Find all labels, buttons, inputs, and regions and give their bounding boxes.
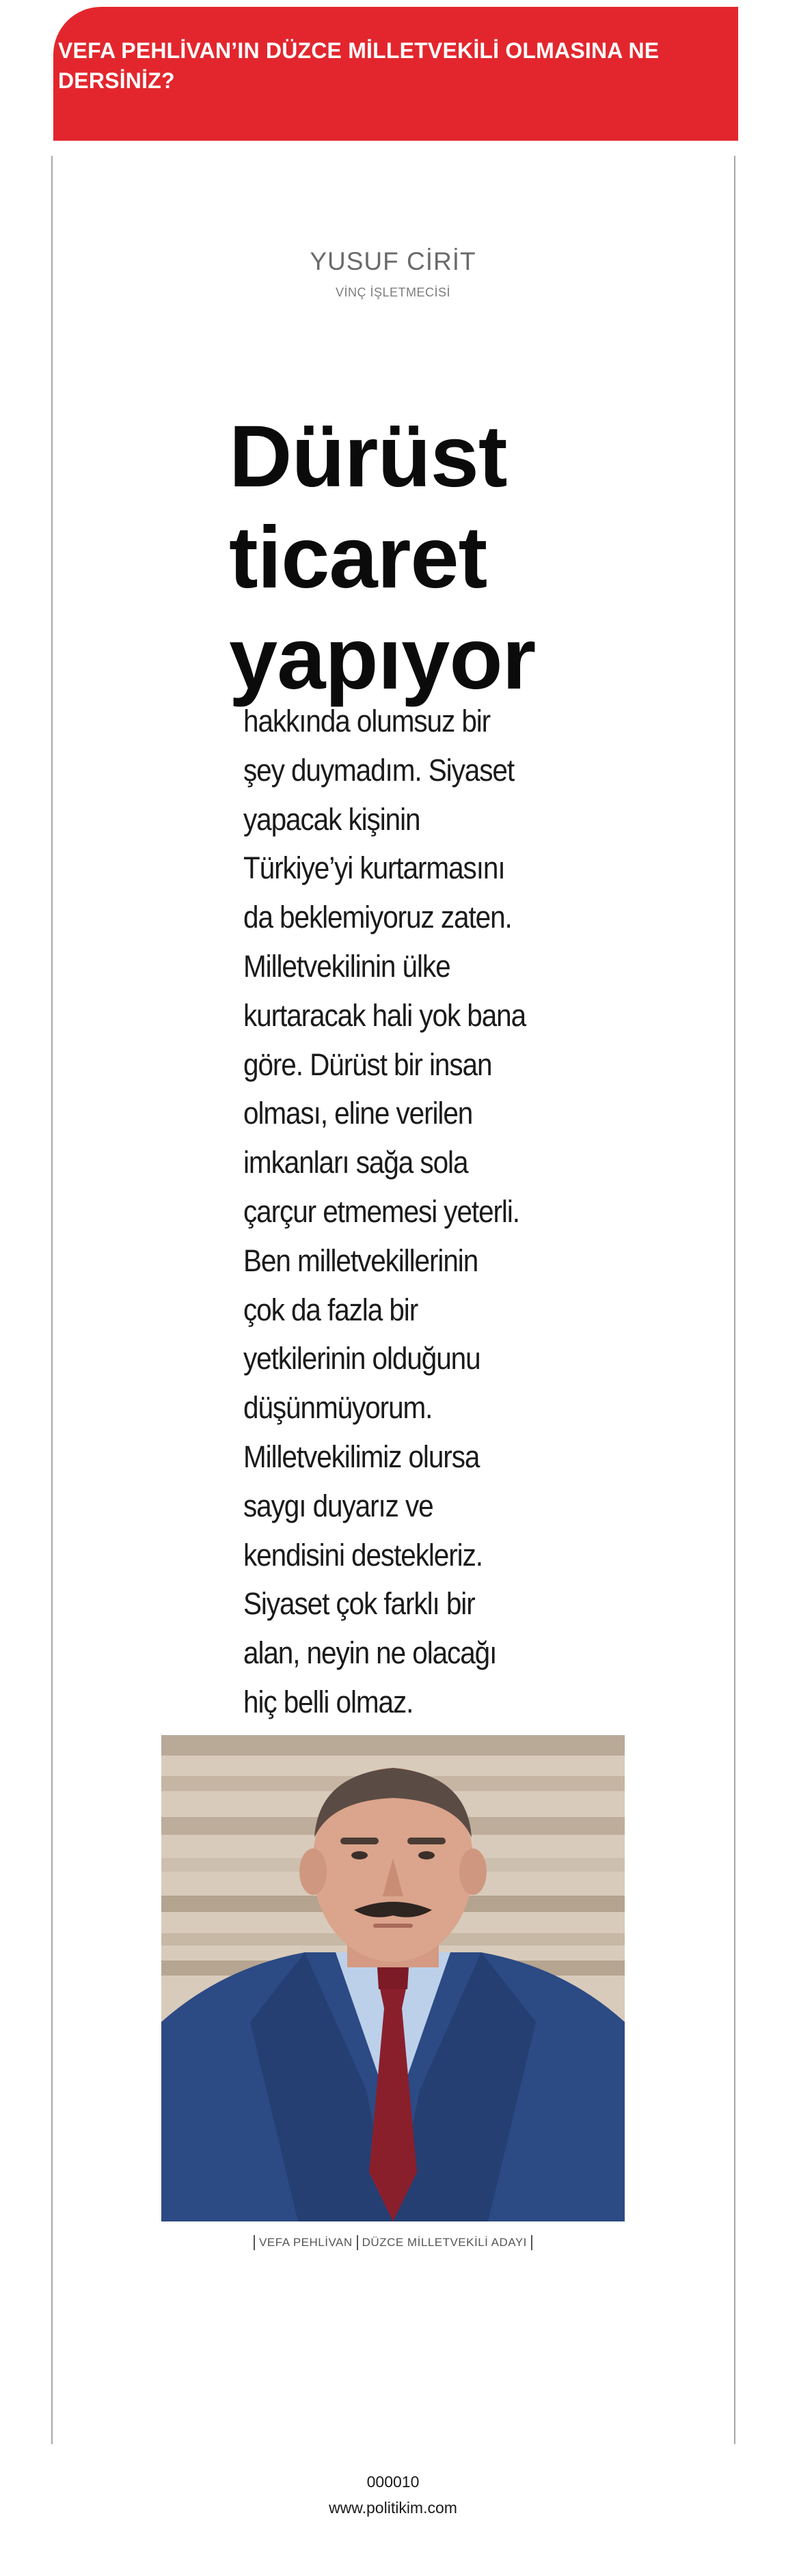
body-line: hiç belli olmaz.: [243, 1684, 414, 1719]
body-line: da beklemiyoruz zaten.: [243, 900, 512, 935]
body-line: hakkında olumsuz bir: [243, 704, 491, 738]
body-line: Milletvekilimiz olursa: [243, 1439, 480, 1474]
photo-caption: [0, 2235, 786, 2250]
headline-line: ticaret: [229, 509, 487, 607]
headline-line: yapıyor: [229, 610, 536, 708]
headline-line: Dürüst: [229, 408, 507, 505]
page-number: 000010: [366, 2473, 420, 2491]
body-line: alan, neyin ne olacağı: [243, 1635, 497, 1671]
caption-title: DÜZCE MİLLETVEKİLİ ADAYI: [362, 2236, 527, 2249]
body-line: yapacak kişinin: [243, 801, 420, 837]
body-line: çok da fazla bir: [243, 1292, 418, 1327]
body-line: yetkilerinin olduğunu: [243, 1341, 480, 1376]
interviewee-name: YUSUF CİRİT: [310, 247, 476, 275]
body-line: Siyaset çok farklı bir: [243, 1586, 475, 1622]
portrait-photo: [161, 1735, 625, 2221]
article-body: [243, 697, 539, 1727]
banner-question: VEFA PEHLİVAN’IN DÜZCE MİLLETVEKİLİ OLMASINA NE DERSİNİZ?: [58, 38, 660, 93]
body-line: saygı duyarız ve: [243, 1488, 433, 1523]
interviewee-role: VİNÇ İŞLETMECİSİ: [335, 286, 451, 299]
caption-divider: [254, 2235, 255, 2250]
caption-divider: [531, 2235, 532, 2250]
body-line: olması, eline verilen: [243, 1096, 473, 1131]
body-line: düşünmüyorum.: [243, 1390, 433, 1426]
caption-name: VEFA PEHLİVAN: [259, 2236, 353, 2249]
body-line: Ben milletvekillerinin: [243, 1243, 478, 1278]
frame-left-rule: [51, 156, 53, 2444]
body-line: kurtaracak hali yok bana: [243, 997, 526, 1033]
body-line: göre. Dürüst bir insan: [243, 1047, 492, 1082]
website-url: www.politikim.com: [329, 2499, 457, 2517]
body-line: kendisini destekleriz.: [243, 1537, 483, 1573]
caption-divider: [357, 2235, 358, 2250]
body-line: şey duymadım. Siyaset: [243, 752, 514, 788]
body-line: imkanları sağa sola: [243, 1145, 468, 1180]
body-line: Milletvekilinin ülke: [243, 948, 450, 984]
body-line: Türkiye’yi kurtarmasını: [243, 850, 505, 886]
frame-right-rule: [734, 156, 735, 2444]
headline: [229, 406, 612, 710]
body-line: çarçur etmemesi yeterli.: [243, 1193, 519, 1229]
